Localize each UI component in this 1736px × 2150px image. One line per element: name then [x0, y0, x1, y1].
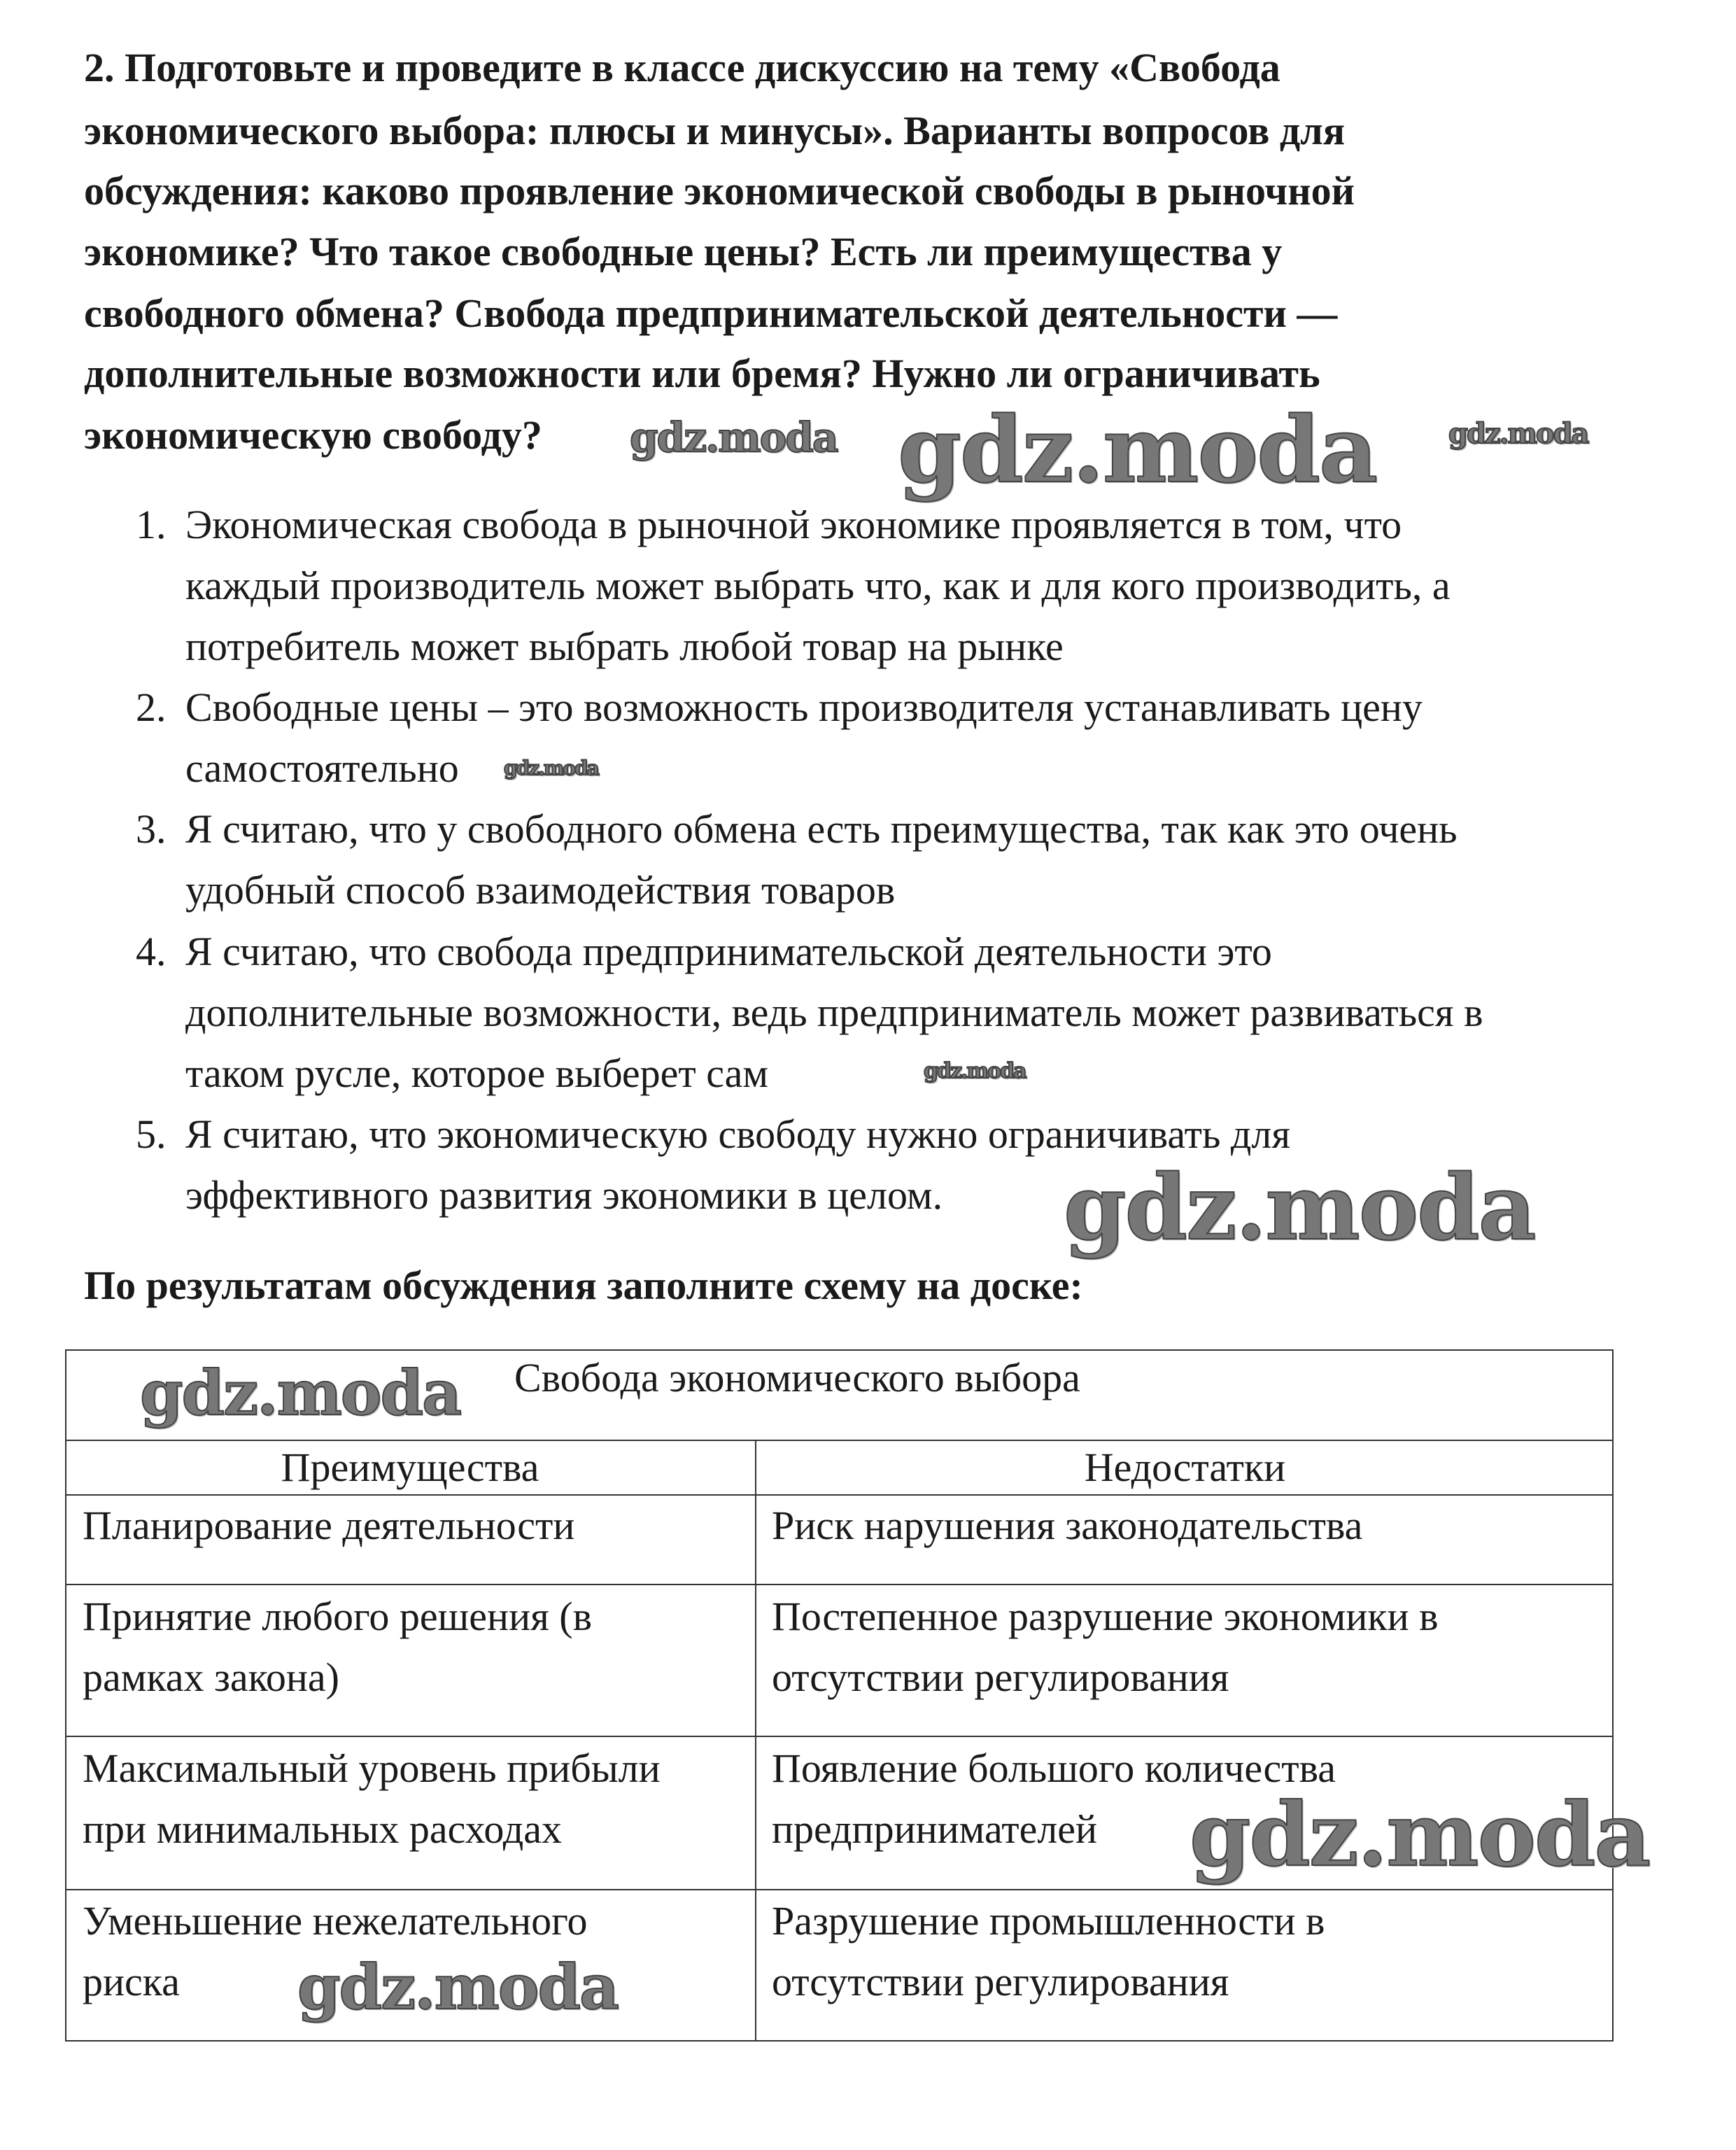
disadvantage-cell: Разрушение промышленности в: [772, 1898, 1325, 1944]
answer-line: Я считаю, что у свободного обмена есть преимущества, так как это очень: [185, 806, 1458, 852]
answer-line: эффективного развития экономики в целом.: [185, 1172, 943, 1218]
answer-line: Я считаю, что экономическую свободу нужно ограничивать для: [185, 1111, 1291, 1157]
watermark-logo: gdz.moda: [504, 757, 598, 780]
answer-line: удобный способ взаимодействия товаров: [185, 867, 896, 913]
task-line: 2. Подготовьте и проведите в классе дискуссию на тему «Свобода: [84, 45, 1280, 90]
table-title: Свобода экономического выбора: [514, 1355, 1080, 1400]
divider: [755, 1440, 756, 2042]
watermark-logo: gdz.moda: [924, 1059, 1026, 1083]
watermark-logo: gdz.moda: [1064, 1155, 1535, 1260]
task-line: экономике? Что такое свободные цены? Есть ли преимущества у: [84, 229, 1283, 274]
advantage-cell: риска: [83, 1959, 180, 2004]
task-line: обсуждения: каково проявление экономической свободы в рыночной: [84, 168, 1355, 213]
header-advantages: Преимущества: [281, 1445, 539, 1490]
watermark-logo: gdz.moda: [1190, 1784, 1650, 1886]
task-line: экономического выбора: плюсы и минусы». Варианты вопросов для: [84, 108, 1346, 153]
divider: [65, 1584, 1614, 1585]
watermark-logo: gdz.moda: [297, 1951, 619, 2023]
advantage-cell: при минимальных расходах: [83, 1806, 562, 1852]
disadvantage-cell: Появление большого количества: [772, 1745, 1336, 1791]
advantage-cell: Максимальный уровень прибыли: [83, 1745, 661, 1791]
divider: [65, 1736, 1614, 1737]
answer-line: Я считаю, что свобода предпринимательской деятельности это: [185, 929, 1272, 974]
answer-number: 1.: [136, 502, 167, 547]
watermark-logo: gdz.moda: [1448, 417, 1588, 450]
advantage-cell: рамках закона): [83, 1654, 339, 1700]
task-line: свободного обмена? Свобода предпринимательской деятельности —: [84, 290, 1338, 336]
answer-line: потребитель может выбрать любой товар на рынке: [185, 624, 1064, 669]
disadvantage-cell: отсутствии регулирования: [772, 1654, 1229, 1700]
advantage-cell: Уменьшение нежелательного: [83, 1898, 588, 1944]
answer-line: самостоятельно: [185, 745, 459, 791]
answer-number: 3.: [136, 806, 167, 852]
watermark-logo: gdz.moda: [140, 1356, 461, 1429]
answer-number: 5.: [136, 1111, 167, 1157]
task-line: дополнительные возможности или бремя? Нужно ли ограничивать: [84, 351, 1320, 396]
disadvantage-cell: предпринимателей: [772, 1806, 1098, 1852]
answer-line: таком русле, которое выберет сам: [185, 1051, 769, 1096]
header-disadvantages: Недостатки: [1084, 1445, 1286, 1490]
answer-number: 4.: [136, 929, 167, 974]
watermark-logo: gdz.moda: [630, 414, 838, 461]
task-line: экономическую свободу?: [84, 412, 542, 458]
disadvantage-cell: Постепенное разрушение экономики в: [772, 1594, 1439, 1639]
answer-line: каждый производитель может выбрать что, как и для кого производить, а: [185, 563, 1451, 608]
answer-line: Экономическая свобода в рыночной экономике проявляется в том, что: [185, 502, 1402, 547]
instruction-text: По результатам обсуждения заполните схему на доске:: [84, 1263, 1083, 1308]
advantage-cell: Планирование деятельности: [83, 1503, 575, 1548]
answer-number: 2.: [136, 684, 167, 730]
answer-line: Свободные цены – это возможность производителя устанавливать цену: [185, 684, 1423, 730]
answer-line: дополнительные возможности, ведь предприниматель может развиваться в: [185, 990, 1483, 1035]
disadvantage-cell: отсутствии регулирования: [772, 1959, 1229, 2004]
advantage-cell: Принятие любого решения (в: [83, 1594, 593, 1639]
disadvantage-cell: Риск нарушения законодательства: [772, 1503, 1363, 1548]
watermark-logo: gdz.moda: [898, 396, 1377, 503]
